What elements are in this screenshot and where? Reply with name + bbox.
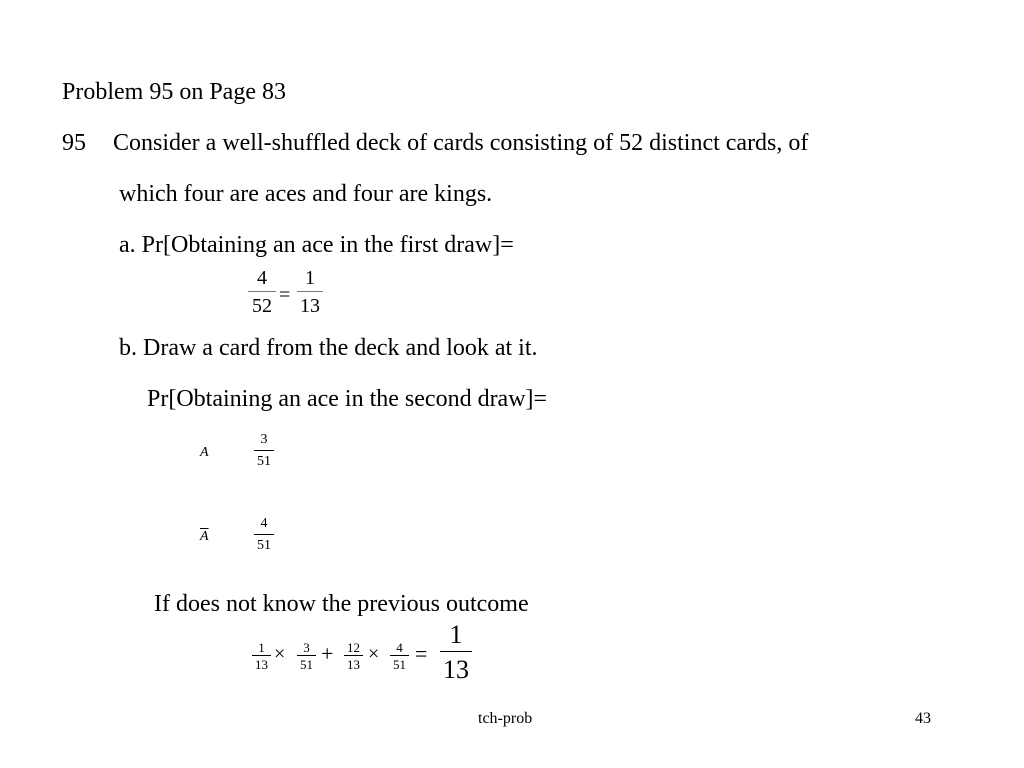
fraction-numerator: 1: [449, 620, 463, 649]
fraction-denominator: 51: [257, 454, 271, 469]
fraction-denominator: 13: [347, 657, 360, 672]
problem-number: 95: [62, 130, 86, 156]
fraction-bar: [344, 655, 363, 656]
fraction-4-51: [390, 641, 409, 671]
fraction-3-51: [254, 433, 274, 469]
fraction-4-51: [254, 517, 274, 553]
fraction-numerator: 12: [347, 640, 360, 655]
fraction-bar: [248, 291, 276, 292]
fraction-bar: [440, 651, 472, 652]
problem-text-line2: which four are aces and four are kings.: [119, 181, 493, 207]
fraction-numerator: 4: [260, 516, 268, 531]
times-sign: ×: [274, 643, 286, 665]
fraction-3-51: [297, 641, 316, 671]
fraction-bar: [297, 291, 323, 292]
fraction-numerator: 1: [258, 640, 265, 655]
fraction-1-13: [252, 641, 271, 671]
plus-sign: +: [321, 641, 334, 666]
fraction-1-13: [297, 268, 323, 316]
page-number: 43: [915, 710, 931, 727]
fraction-result-1-13: [440, 622, 472, 683]
fraction-bar: [254, 450, 274, 451]
fraction-denominator: 13: [300, 295, 320, 317]
fraction-bar: [390, 655, 409, 656]
problem-text-line1: Consider a well-shuffled deck of cards consisting of 52 distinct cards, of: [113, 130, 809, 156]
fraction-bar: [297, 655, 316, 656]
fraction-4-52: [248, 268, 276, 316]
footer-text: tch-prob: [478, 710, 533, 727]
unknown-outcome-text: If does not know the previous outcome: [154, 591, 529, 617]
fraction-numerator: 4: [396, 640, 403, 655]
fraction-12-13: [344, 641, 363, 671]
fraction-denominator: 13: [443, 655, 469, 684]
fraction-numerator: 3: [303, 640, 310, 655]
part-a-text: a. Pr[Obtaining an ace in the first draw]=: [119, 232, 514, 258]
case-label-a: A: [200, 445, 209, 460]
slide-title: Problem 95 on Page 83: [62, 79, 286, 105]
fraction-bar: [252, 655, 271, 656]
fraction-denominator: 51: [300, 657, 313, 672]
equals-sign: =: [415, 641, 428, 666]
fraction-denominator: 52: [252, 295, 272, 317]
times-sign: ×: [368, 643, 380, 665]
fraction-bar: [254, 534, 274, 535]
part-b-text-line2: Pr[Obtaining an ace in the second draw]=: [147, 386, 548, 412]
fraction-numerator: 1: [305, 267, 315, 289]
part-b-text-line1: b. Draw a card from the deck and look at it.: [119, 335, 538, 361]
fraction-denominator: 51: [257, 538, 271, 553]
fraction-denominator: 51: [393, 657, 406, 672]
case-label-not-a: $\overline{A}$: [200, 529, 209, 544]
fraction-numerator: 4: [257, 267, 267, 289]
fraction-numerator: 3: [260, 432, 268, 447]
fraction-denominator: 13: [255, 657, 268, 672]
equals-sign: =: [279, 284, 291, 306]
